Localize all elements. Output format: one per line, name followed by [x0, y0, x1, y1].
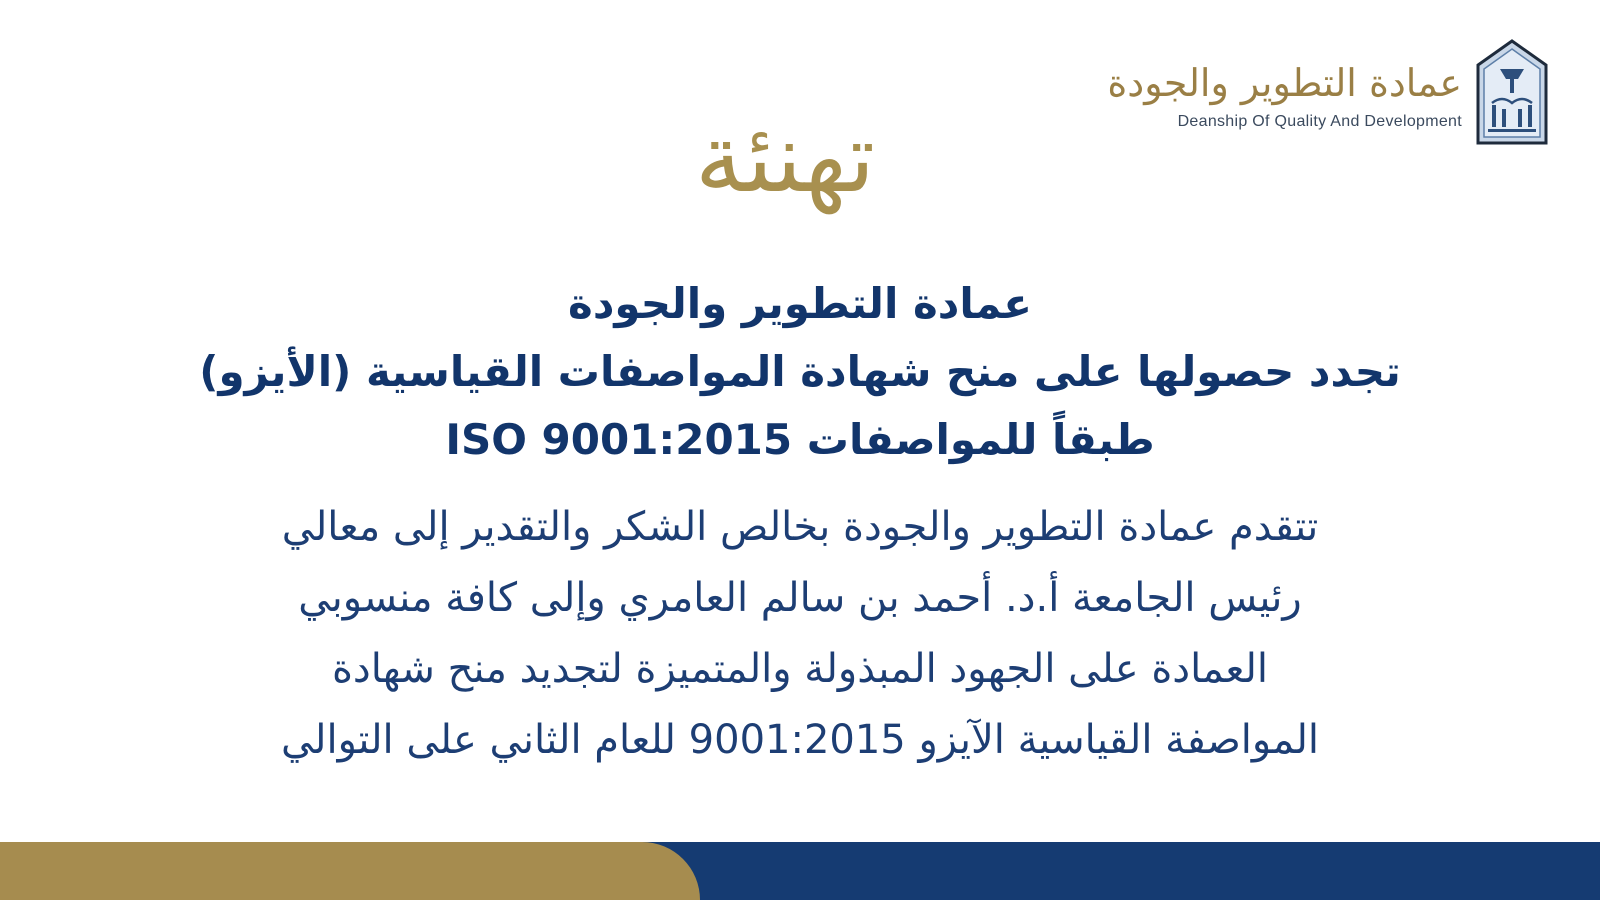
greeting-calligraphy: تهنئة [694, 102, 876, 214]
logo-english-name: Deanship Of Quality And Development [1177, 113, 1462, 130]
body-line-2: رئيس الجامعة أ.د. أحمد بن سالم العامري وإلى كافة منسوبي [298, 575, 1302, 621]
body-line-1: تتقدم عمادة التطوير والجودة بخالص الشكر والتقدير إلى معالي [281, 504, 1319, 550]
headline-line-2: تجدد حصولها على منح شهادة المواصفات القياسية (الأيزو) [199, 347, 1401, 396]
headline-line-3: طبقاً للمواصفات ISO 9001:2015 [445, 415, 1155, 464]
footer-band-gold [0, 842, 700, 900]
logo-text [1107, 58, 1462, 132]
headline-line-1: عمادة التطوير والجودة [568, 279, 1032, 328]
body-line-4: المواصفة القياسية الآيزو 9001:2015 للعام الثاني على التوالي [280, 717, 1320, 763]
deanship-logo [1107, 36, 1552, 154]
body-paragraph [130, 492, 1470, 776]
logo-arabic-name: عمادة التطوير والجودة [1107, 61, 1462, 105]
headline [100, 270, 1500, 474]
university-emblem-icon [1472, 39, 1552, 151]
body-line-3: العمادة على الجهود المبذولة والمتميزة لتجديد منح شهادة [331, 646, 1269, 692]
